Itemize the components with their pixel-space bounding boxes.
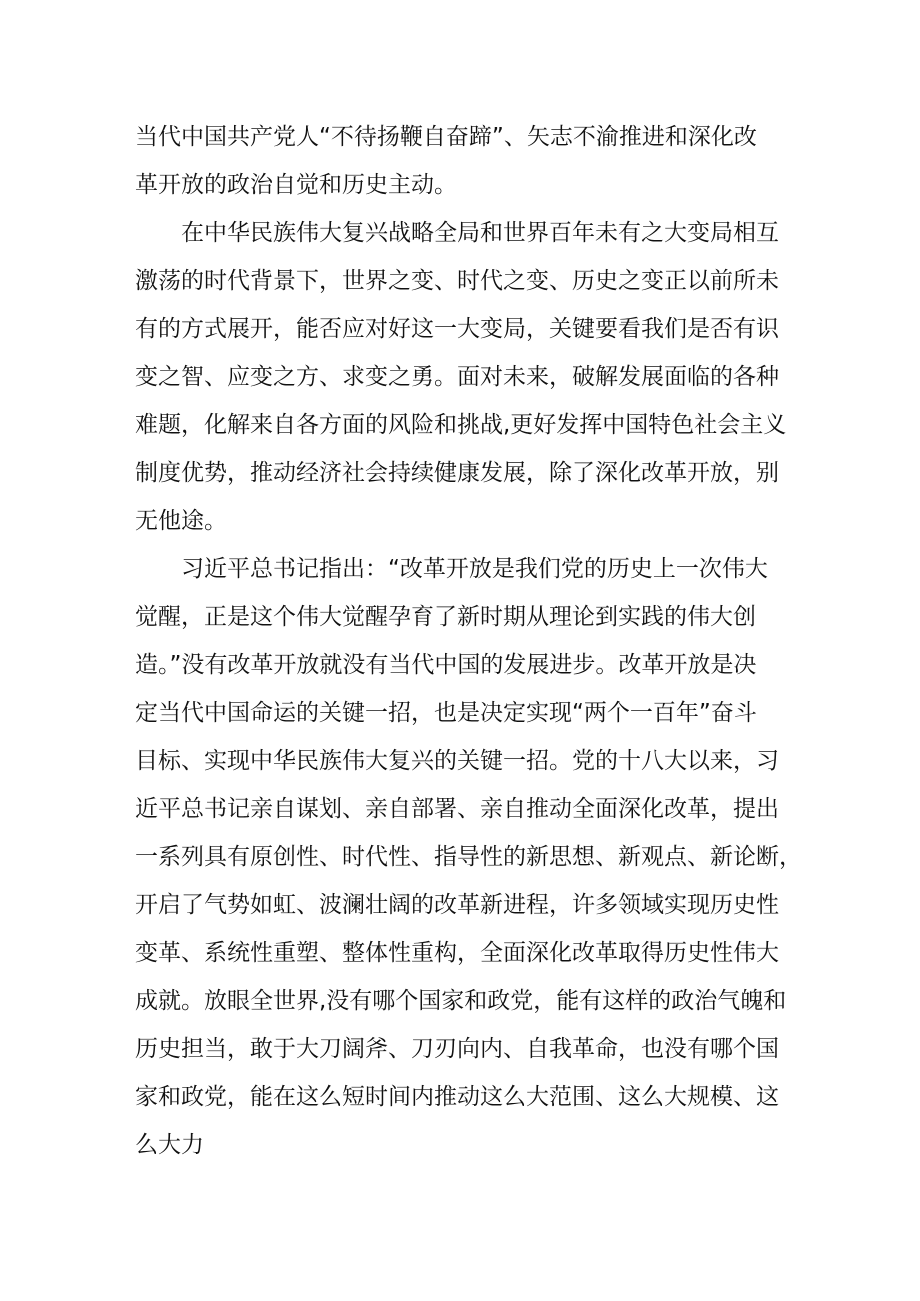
text-line: 家和政党，能在这么短时间内推动这么大范围、这么大规模、这 [135, 1084, 779, 1110]
text-line: 觉醒，正是这个伟大觉醒孕育了新时期从理论到实践的伟大创 [135, 604, 756, 630]
text-line: 目标、实现中华民族伟大复兴的关键一招。党的十八大以来，习 [135, 748, 779, 774]
text-line: 变之智、应变之方、求变之勇。面对未来，破解发展面临的各种 [135, 364, 779, 390]
text-line: 当代中国共产党人“不待扬鞭自奋蹄”、矢志不渝推进和深化改 [135, 124, 757, 150]
text-line: 定当代中国命运的关键一招，也是决定实现“两个一百年”奋斗 [135, 700, 757, 726]
text-line: 在中华民族伟大复兴战略全局和世界百年未有之大变局相互 [135, 220, 779, 246]
text-line: 近平总书记亲自谋划、亲自部署、亲自推动全面深化改革，提出 [135, 796, 779, 822]
document-body [135, 113, 802, 1169]
text-line: 有的方式展开，能否应对好这一大变局，关键要看我们是否有识 [135, 316, 779, 342]
text-line: 难题，化解来自各方面的风险和挑战,更好发挥中国特色社会主义 [135, 412, 787, 438]
text-line: 革开放的政治自觉和历史主动。 [135, 172, 457, 198]
text-line: 造。”没有改革开放就没有当代中国的发展进步。改革开放是决 [135, 652, 757, 678]
text-line: 激荡的时代背景下，世界之变、时代之变、历史之变正以前所未 [135, 268, 779, 294]
text-line: 无他途。 [135, 508, 227, 534]
text-line: 制度优势，推动经济社会持续健康发展，除了深化改革开放，别 [135, 460, 779, 486]
text-line: 成就。放眼全世界,没有哪个国家和政党，能有这样的政治气魄和 [135, 988, 787, 1014]
text-line: 习近平总书记指出：“改革开放是我们党的历史上一次伟大 [135, 556, 768, 582]
text-line: 历史担当，敢于大刀阔斧、刀刃向内、自我革命，也没有哪个国 [135, 1036, 779, 1062]
text-line: 变革、系统性重塑、整体性重构，全面深化改革取得历史性伟大 [135, 940, 779, 966]
text-line: 一系列具有原创性、时代性、指导性的新思想、新观点、新论断， [135, 844, 802, 870]
text-line: 开启了气势如虹、波澜壮阔的改革新进程，许多领域实现历史性 [135, 892, 779, 918]
text-line: 么大力 [135, 1132, 204, 1158]
